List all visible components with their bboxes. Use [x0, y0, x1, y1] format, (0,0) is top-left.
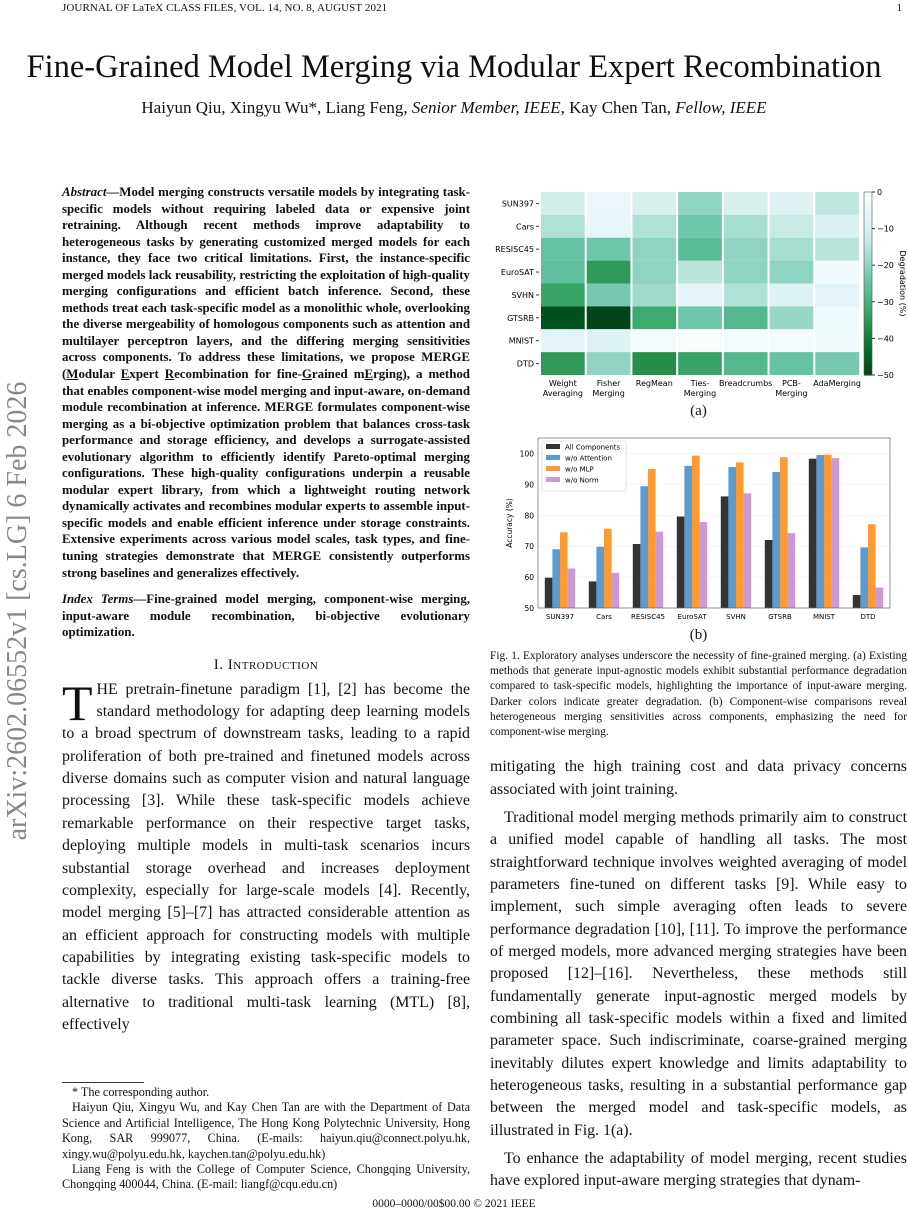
right-column	[490, 184, 907, 1193]
subfigure-label-a: (a)	[690, 403, 707, 419]
section-number: I.	[213, 656, 224, 673]
abstract-text: ), a method that enables component-wise model merging and input-aware, on-demand module recombination at inference. MERGE formulates component-wise merging as a bi-objective optimization problem that balances cross-task performance and storage efficiency, and develops a surrogate-assisted evolutionary algorithm to efficiently identify Pareto-optimal merging configurations. These high-quality configurations underpin a reusable modular expert library, from which a lightweight routing network dynamically activates and recombines modular experts to assemble input-specific models and enable efficient inference under storage constraints. Extensive experiments across various model scales, task types, and fine-tuning strategies demonstrate that MERGE consistently outperforms strong baselines and generalizes effectively.	[62, 367, 470, 580]
colorbar-tick-label: −40	[877, 334, 894, 344]
section-heading	[62, 655, 470, 675]
heatmap-cell	[724, 215, 768, 238]
colorbar-tick-label: −50	[877, 371, 894, 380]
intro-paragraph	[62, 674, 470, 1037]
acronym-letter: E	[364, 367, 374, 382]
acronym-text: rained m	[311, 367, 365, 382]
heatmap-cell	[678, 352, 722, 375]
bar-all-components	[853, 595, 861, 608]
row-label: SUN397	[501, 199, 534, 209]
y-tick-label: 70	[524, 542, 534, 552]
colorbar-tick-label: −30	[877, 297, 894, 307]
two-column-body	[0, 184, 908, 1193]
column-label: Fisher	[596, 379, 621, 388]
legend-swatch	[546, 444, 560, 449]
y-tick-label: 60	[524, 573, 534, 583]
heatmap-cell	[587, 306, 631, 329]
heatmap-cell	[678, 306, 722, 329]
row-label: DTD	[516, 359, 534, 369]
column-label: Breadcrumbs	[719, 379, 773, 388]
section-title: Introduction	[227, 656, 319, 673]
author-role: Fellow, IEEE	[675, 98, 767, 117]
heatmap-cell	[632, 215, 676, 238]
footnote-rule	[62, 1082, 144, 1083]
bar-all-components	[765, 540, 773, 608]
bar-w-o-norm	[788, 533, 796, 608]
heatmap-cell	[587, 261, 631, 284]
heatmap-cell	[678, 215, 722, 238]
bar-w-o-attention	[596, 547, 604, 608]
legend-label: w/o MLP	[565, 465, 594, 474]
index-terms-label: Index Terms	[62, 592, 134, 607]
heatmap-cell	[541, 284, 585, 307]
x-tick-label: GTSRB	[768, 613, 792, 621]
abstract-label: Abstract	[62, 185, 107, 199]
bar-w-o-attention	[640, 486, 648, 608]
page-number: 1	[896, 2, 902, 14]
heatmap-cell	[541, 352, 585, 375]
bar-w-o-norm	[876, 588, 884, 608]
acronym-letter: G	[301, 367, 312, 382]
bar-all-components	[633, 544, 641, 608]
acronym-text: rging	[373, 367, 403, 382]
bar-w-o-mlp	[560, 532, 568, 608]
abstract-text: —Model merging constructs versatile models by integrating task-specific models without requiring labeled data or expensive joint retraining. Although recent methods improve adaptability to heterogeneous tasks by generating customized merged models for each instance, they face two critical limitations. First, the instance-specific merged models lack reusability, restricting the exploitation of high-quality merging configurations and efficient batch inference. Second, these methods treat each task-specific model as a monolithic whole, overlooking the diverse mergeability of homologous components such as attention and multilayer perceptron layers, and the differing merging sensitivities across components. To address these limitations, we propose MERGE (	[62, 185, 470, 382]
heatmap-cell	[587, 238, 631, 261]
heatmap-cell	[724, 238, 768, 261]
bar-w-o-mlp	[824, 455, 832, 608]
paragraph: Traditional model merging methods primarily aim to construct a unified model capable of handling all tasks. The most straightforward technique involves weighted averaging of model parameters fine-tuned on different tasks [9]. While easy to implement, such simple averaging often leads to severe performance degradation [10], [11]. To improve the performance of merged models, more advanced merging strategies have been proposed [12]–[16]. Nevertheless, these methods still fundamentally generate input-agnostic merged models by combining all task-specific models within a fixed and limited parameter space. Such indiscriminate, coarse-grained merging inevitably dilutes expert knowledge and limits adaptability to heterogeneous tasks, resulting in a substantial performance gap between the merged model and task-specific models, as illustrated in Fig. 1(a).	[490, 808, 907, 1139]
colorbar-tick-label: −10	[877, 224, 894, 234]
column-label: Merging	[775, 389, 808, 398]
row-label: MNIST	[508, 336, 534, 346]
heatmap-cell	[541, 192, 585, 215]
index-terms-text: —Fine-grained model merging, component-wise merging, input-aware module recombination, bi-objective evolutionary optimization.	[62, 592, 470, 640]
row-label: SVHN	[511, 290, 534, 300]
column-label: Ties-	[690, 379, 710, 388]
bar-chart	[500, 435, 900, 625]
column-label: AdaMerging	[813, 379, 862, 388]
bar-all-components	[721, 496, 729, 608]
footnotes	[62, 1085, 470, 1193]
bar-w-o-mlp	[868, 524, 876, 608]
x-tick-label: SUN397	[545, 613, 575, 621]
heatmap-cell	[815, 261, 859, 284]
heatmap-cell	[541, 306, 585, 329]
index-terms	[62, 591, 470, 641]
column-label: Merging	[592, 389, 625, 398]
heatmap-cell	[587, 329, 631, 352]
left-column	[62, 184, 470, 1193]
colorbar-label: Degradation (%)	[898, 250, 907, 317]
legend-swatch	[546, 466, 560, 471]
heatmap-cell	[587, 284, 631, 307]
footnote-area	[62, 1070, 470, 1193]
abstract	[62, 184, 470, 581]
bar-w-o-norm	[700, 522, 708, 608]
heatmap-cell	[770, 192, 814, 215]
bar-w-o-mlp	[736, 462, 744, 608]
heatmap-cell	[770, 261, 814, 284]
drop-cap: T	[62, 674, 93, 731]
bar-w-o-mlp	[692, 456, 700, 608]
row-label: Cars	[516, 222, 534, 232]
heatmap-cell	[815, 284, 859, 307]
heatmap-cell	[770, 215, 814, 238]
bar-w-o-mlp	[780, 457, 788, 608]
heatmap-cell	[815, 306, 859, 329]
paragraph: To enhance the adaptability of model merging, recent studies have explored input-aware merging strategies that dynam-	[490, 1150, 907, 1190]
acronym-text: odular	[78, 367, 121, 382]
column-label: Weight	[548, 379, 577, 388]
heatmap-cell	[724, 329, 768, 352]
authors-text: , Kay Chen Tan,	[560, 98, 676, 117]
acronym-text: ecombination for fine-	[174, 367, 302, 382]
bar-w-o-norm	[612, 573, 620, 608]
author-list	[0, 98, 908, 118]
heatmap-cell	[815, 215, 859, 238]
arxiv-stamp: arXiv:2602.06552v1 [cs.LG] 6 Feb 2026	[2, 381, 33, 841]
bar-w-o-norm	[832, 458, 840, 608]
heatmap-cell	[632, 284, 676, 307]
heatmap-cell	[724, 352, 768, 375]
heatmap-cell	[541, 238, 585, 261]
drop-cap-rest: HE	[96, 680, 118, 698]
x-tick-label: SVHN	[726, 613, 746, 621]
subfigure-label-b: (b)	[689, 627, 708, 643]
heatmap-cell	[587, 215, 631, 238]
bar-all-components	[677, 517, 685, 608]
heatmap-cell	[587, 192, 631, 215]
bar-w-o-mlp	[604, 529, 612, 608]
running-header: JOURNAL OF LaTeX CLASS FILES, VOL. 14, NO. 8, AUGUST 2021	[62, 2, 388, 14]
y-tick-label: 90	[524, 480, 534, 490]
paper-title: Fine-Grained Model Merging via Modular Expert Recombination	[26, 49, 882, 85]
heatmap-cell	[632, 352, 676, 375]
legend-label: w/o Norm	[565, 476, 599, 485]
bar-w-o-attention	[684, 466, 692, 608]
copyright-footer: 0000–0000/00$00.00 © 2021 IEEE	[372, 1197, 536, 1210]
y-axis-label: Accuracy (%)	[505, 498, 514, 548]
intro-continued	[490, 756, 907, 1193]
heatmap-cell	[770, 284, 814, 307]
heatmap-cell	[815, 238, 859, 261]
heatmap-cell	[632, 329, 676, 352]
column-label: RegMean	[635, 379, 673, 388]
bar-all-components	[809, 459, 817, 608]
heatmap-chart	[490, 185, 907, 401]
heatmap-cell	[632, 306, 676, 329]
heatmap-cell	[724, 306, 768, 329]
bar-w-o-attention	[728, 467, 736, 608]
heatmap-cell	[678, 284, 722, 307]
heatmap-cell	[678, 329, 722, 352]
heatmap-cell	[770, 352, 814, 375]
heatmap-cell	[815, 192, 859, 215]
heatmap-cell	[724, 284, 768, 307]
heatmap-cell	[770, 329, 814, 352]
acronym-letter: M	[66, 367, 79, 382]
figure-caption: Fig. 1. Exploratory analyses underscore the necessity of fine-grained merging. (a) Existing methods that generate input-agnostic models exhibit substantial performance degradation compared to task-specific models, highlighting the importance of input-aware merging. Darker colors indicate greater degradation. (b) Component-wise comparisons reveal heterogeneous merging sensitivities across components, emphasizing the need for component-wise merging.	[490, 650, 907, 739]
footnote: * The corresponding author.	[72, 1084, 210, 1099]
footnote: Haiyun Qiu, Xingyu Wu, and Kay Chen Tan are with the Department of Data Science and Artificial Intelligence, The Hong Kong Polytechnic University, Hong Kong, SAR 999077, China. (E-mails: haiyun.qiu@connect.polyu.hk, xingy.wu@polyu.edu.hk, kaychen.tan@polyu.edu.hk)	[62, 1100, 470, 1161]
x-tick-label: Cars	[596, 613, 612, 621]
y-tick-label: 50	[524, 604, 534, 613]
heatmap-cell	[632, 261, 676, 284]
footnote: Liang Feng is with the College of Computer Science, Chongqing University, Chongqing 400044, China. (E-mail: liangf@cqu.edu.cn)	[62, 1161, 470, 1192]
acronym-letter: E	[120, 367, 130, 382]
bar-w-o-norm	[568, 568, 576, 608]
authors-text: Haiyun Qiu, Xingyu Wu*, Liang Feng,	[141, 98, 412, 117]
heatmap-cell	[541, 261, 585, 284]
heatmap-cell	[678, 192, 722, 215]
heatmap-cell	[678, 261, 722, 284]
bar-w-o-attention	[552, 549, 560, 608]
bar-w-o-attention	[860, 547, 868, 608]
column-label: PCB-	[782, 379, 801, 388]
heatmap-cell	[541, 329, 585, 352]
author-role: Senior Member, IEEE	[411, 98, 561, 117]
legend-swatch	[546, 477, 560, 482]
heatmap-cell	[587, 352, 631, 375]
colorbar-tick-label: 0	[877, 188, 883, 197]
bar-w-o-norm	[744, 493, 752, 608]
x-tick-label: EuroSAT	[677, 613, 707, 621]
colorbar-tick-label: −20	[877, 261, 894, 271]
row-label: RESISC45	[495, 245, 534, 255]
x-tick-label: MNIST	[812, 613, 836, 621]
x-tick-label: RESISC45	[630, 613, 666, 621]
bar-w-o-attention	[772, 472, 780, 608]
heatmap-cell	[770, 238, 814, 261]
bar-w-o-mlp	[648, 469, 656, 608]
heatmap-cell	[678, 238, 722, 261]
heatmap-cell	[815, 352, 859, 375]
y-tick-label: 80	[524, 511, 534, 521]
bar-all-components	[589, 581, 597, 608]
y-tick-label: 100	[519, 449, 534, 459]
heatmap-cell	[770, 306, 814, 329]
heatmap-cell	[632, 238, 676, 261]
heatmap-cell	[541, 215, 585, 238]
heatmap-cell	[815, 329, 859, 352]
acronym-text: xpert	[129, 367, 165, 382]
column-label: Merging	[683, 389, 717, 398]
legend-swatch	[546, 455, 560, 460]
x-tick-label: DTD	[860, 613, 876, 621]
heatmap-cell	[724, 261, 768, 284]
acronym-letter: R	[164, 367, 175, 382]
legend-label: All Components	[565, 443, 621, 452]
column-label: Averaging	[542, 389, 584, 398]
heatmap-cell	[724, 192, 768, 215]
row-label: EuroSAT	[500, 268, 534, 278]
heatmap-cell	[632, 192, 676, 215]
bar-w-o-norm	[656, 532, 664, 608]
row-label: GTSRB	[507, 313, 534, 323]
legend-label: w/o Attention	[565, 454, 612, 463]
bar-all-components	[545, 578, 553, 608]
paragraph: mitigating the high training cost and data privacy concerns associated with joint training.	[490, 758, 907, 798]
paragraph-text: pretrain-finetune paradigm [1], [2] has become the standard methodology for adapting deep learning models to a broad spectrum of downstream tasks, leading to a rapid proliferation of both pre-trained and finetuned models across diverse domains such as computer vision and natural language processing [3]. While these task-specific models achieve remarkable performance on their respective target tasks, deploying multiple models in multi-task scenarios incurs substantial storage overhead and increases deployment complexity, especially for large-scale models [4]. Recently, model merging [5]–[7] has attracted considerable attention as an efficient approach for constructing models with multiple capabilities by integrating existing task-specific models to tackle diverse tasks. This approach offers a training-free alternative to traditional multi-task learning (MTL) [8], effectively	[62, 680, 470, 1033]
bar-w-o-attention	[816, 455, 824, 608]
